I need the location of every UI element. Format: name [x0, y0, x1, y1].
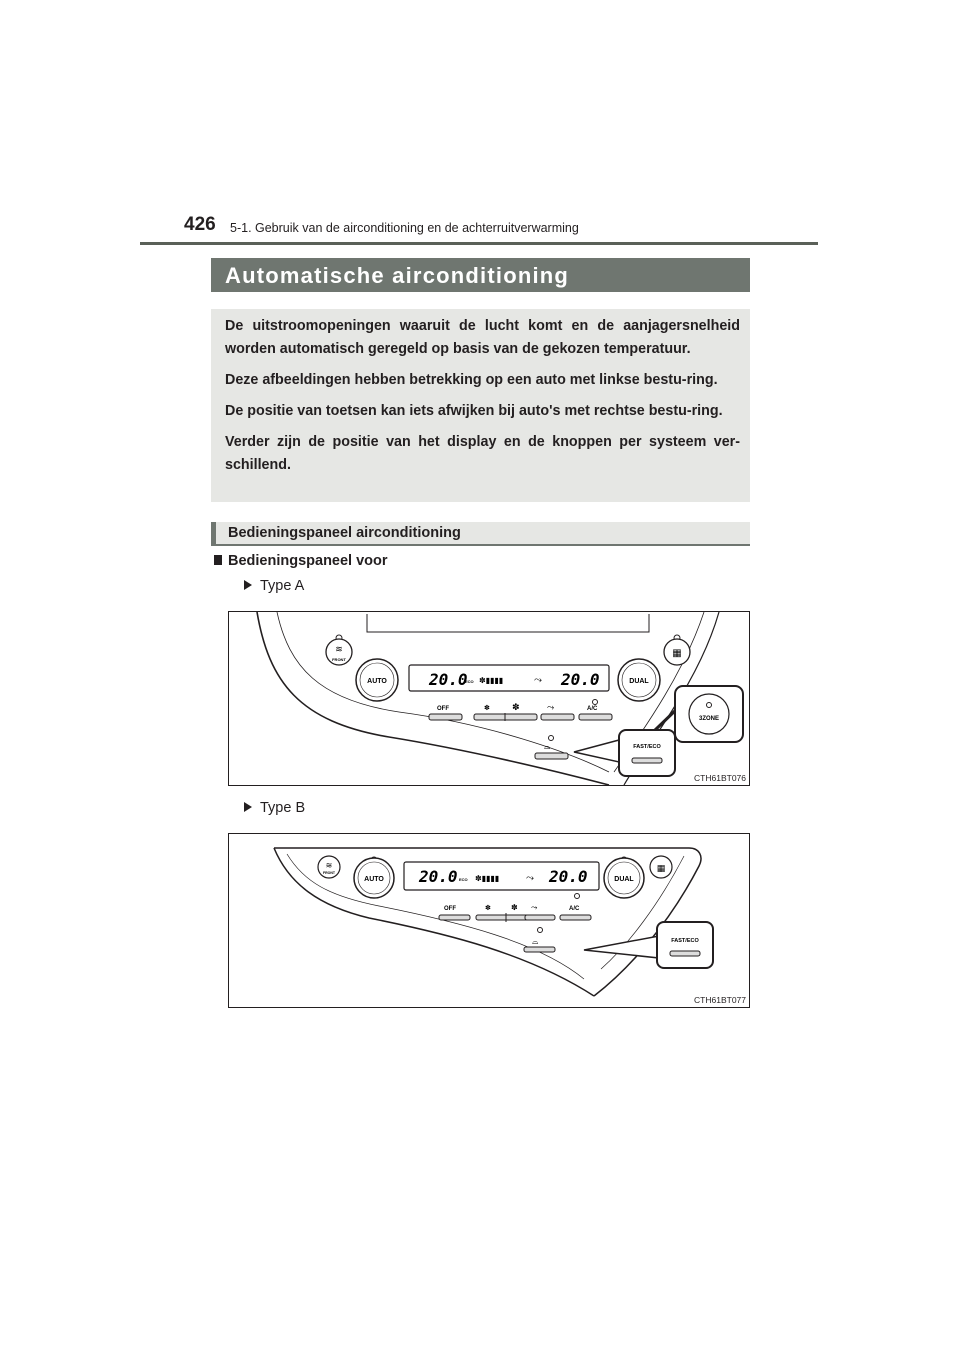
climate-display: [409, 665, 609, 691]
fan-off-button: [439, 906, 470, 920]
dual-label: DUAL: [629, 678, 649, 685]
rear-defogger-button: [664, 635, 690, 665]
front-label: FRONT: [332, 657, 346, 662]
control-panel-type-b: [229, 834, 749, 1007]
recirculation-icon: ⌓: [532, 937, 539, 946]
intro-paragraph: Verder zijn de positie van het display en de knoppen per systeem ver-schillend.: [225, 434, 740, 473]
temp-right: 20.0: [549, 867, 588, 886]
ac-label: A/C: [569, 906, 580, 912]
type-a-label-text: Type A: [260, 578, 305, 594]
front-label: FRONT: [322, 871, 336, 875]
dual-knob: [604, 857, 644, 898]
intro-paragraph: De positie van toetsen kan iets afwijken bij auto's met rechtse bestu-ring.: [225, 403, 723, 419]
triangle-bullet-icon: [244, 802, 252, 812]
recirculation-button: [524, 928, 555, 953]
fast-eco-callout: [657, 922, 713, 968]
auto-label: AUTO: [364, 876, 384, 883]
fast-eco-callout: [619, 730, 675, 776]
figure-code: CTH61BT077: [694, 995, 746, 1005]
fan-off-label: OFF: [437, 706, 449, 712]
front-defroster-button: [318, 856, 340, 878]
temp-right: 20.0: [561, 670, 600, 689]
square-bullet-icon: [214, 555, 222, 565]
fan-low-icon: ✽: [484, 705, 490, 712]
rear-defogger-icon: ▦: [672, 648, 682, 659]
figure-type-a: [228, 611, 750, 786]
type-b-label-text: Type B: [260, 800, 306, 816]
fast-eco-label: FAST/ECO: [671, 938, 699, 944]
figure-code: CTH61BT076: [694, 773, 746, 783]
airflow-mode-icon: ⤳: [531, 903, 538, 912]
ac-button: [579, 700, 612, 721]
auto-label: AUTO: [367, 678, 387, 685]
dual-label: DUAL: [614, 876, 634, 883]
front-defroster-button: [326, 635, 352, 665]
eco-indicator: ECO: [465, 679, 474, 684]
defroster-icon: ≋: [325, 861, 333, 870]
temp-left: 20.0: [429, 670, 468, 689]
fan-off-button: [429, 706, 462, 720]
airflow-icon: ⤳: [534, 675, 542, 686]
type-a-label: [244, 578, 304, 594]
running-header: 5-1. Gebruik van de airconditioning en de achterruitverwarming: [230, 221, 579, 235]
three-zone-label: 3ZONE: [698, 716, 720, 722]
ac-button: [560, 894, 591, 921]
bullet-heading-text: Bedieningspaneel voor: [228, 553, 388, 569]
fan-speed-icon: ✽▮▮▮▮: [479, 676, 504, 685]
fan-high-icon: ✽: [512, 702, 520, 712]
fan-speed-icon: ✽▮▮▮▮: [475, 874, 500, 883]
fast-eco-label: FAST/ECO: [633, 744, 661, 750]
airflow-mode-button: [525, 903, 555, 920]
eco-indicator: ECO: [459, 877, 468, 882]
section-title: Automatische airconditioning: [211, 258, 750, 292]
three-zone-callout: [675, 686, 743, 742]
fan-low-icon: ✽: [485, 905, 491, 912]
triangle-bullet-icon: [244, 580, 252, 590]
airflow-mode-icon: ⤳: [547, 702, 555, 712]
intro-paragraph: De uitstroomopeningen waaruit de lucht komt en de aanjagersnelheid worden automatisch geregeld op basis van de gekozen temperatuur.: [225, 318, 740, 357]
airflow-icon: ⤳: [526, 873, 534, 884]
climate-display: [404, 862, 599, 890]
intro-paragraph: Deze afbeeldingen hebben betrekking op een auto met linkse bestu-ring.: [225, 372, 718, 388]
defroster-icon: ≋: [335, 644, 343, 654]
page-number: 426: [184, 214, 216, 235]
figure-type-b: [228, 833, 750, 1008]
airflow-mode-button: [541, 702, 574, 720]
fan-speed-buttons: [474, 702, 537, 721]
recirculation-button: [535, 736, 568, 760]
fan-off-label: OFF: [444, 906, 456, 912]
rear-defogger-button: [650, 856, 672, 878]
auto-knob: [354, 857, 394, 898]
bullet-heading: [214, 553, 388, 569]
temp-left: 20.0: [419, 867, 458, 886]
control-panel-type-a: [229, 612, 749, 785]
fan-high-icon: ✽: [511, 903, 518, 912]
auto-knob: [356, 659, 398, 701]
rear-defogger-icon: ▦: [656, 863, 666, 873]
dual-knob: [618, 659, 660, 701]
recirculation-icon: ⌓: [544, 742, 551, 751]
type-b-label: [244, 800, 305, 816]
intro-box: [211, 309, 750, 502]
ac-label: A/C: [587, 706, 598, 712]
subsection-heading: Bedieningspaneel airconditioning: [211, 522, 750, 546]
header-rule: [140, 242, 818, 245]
